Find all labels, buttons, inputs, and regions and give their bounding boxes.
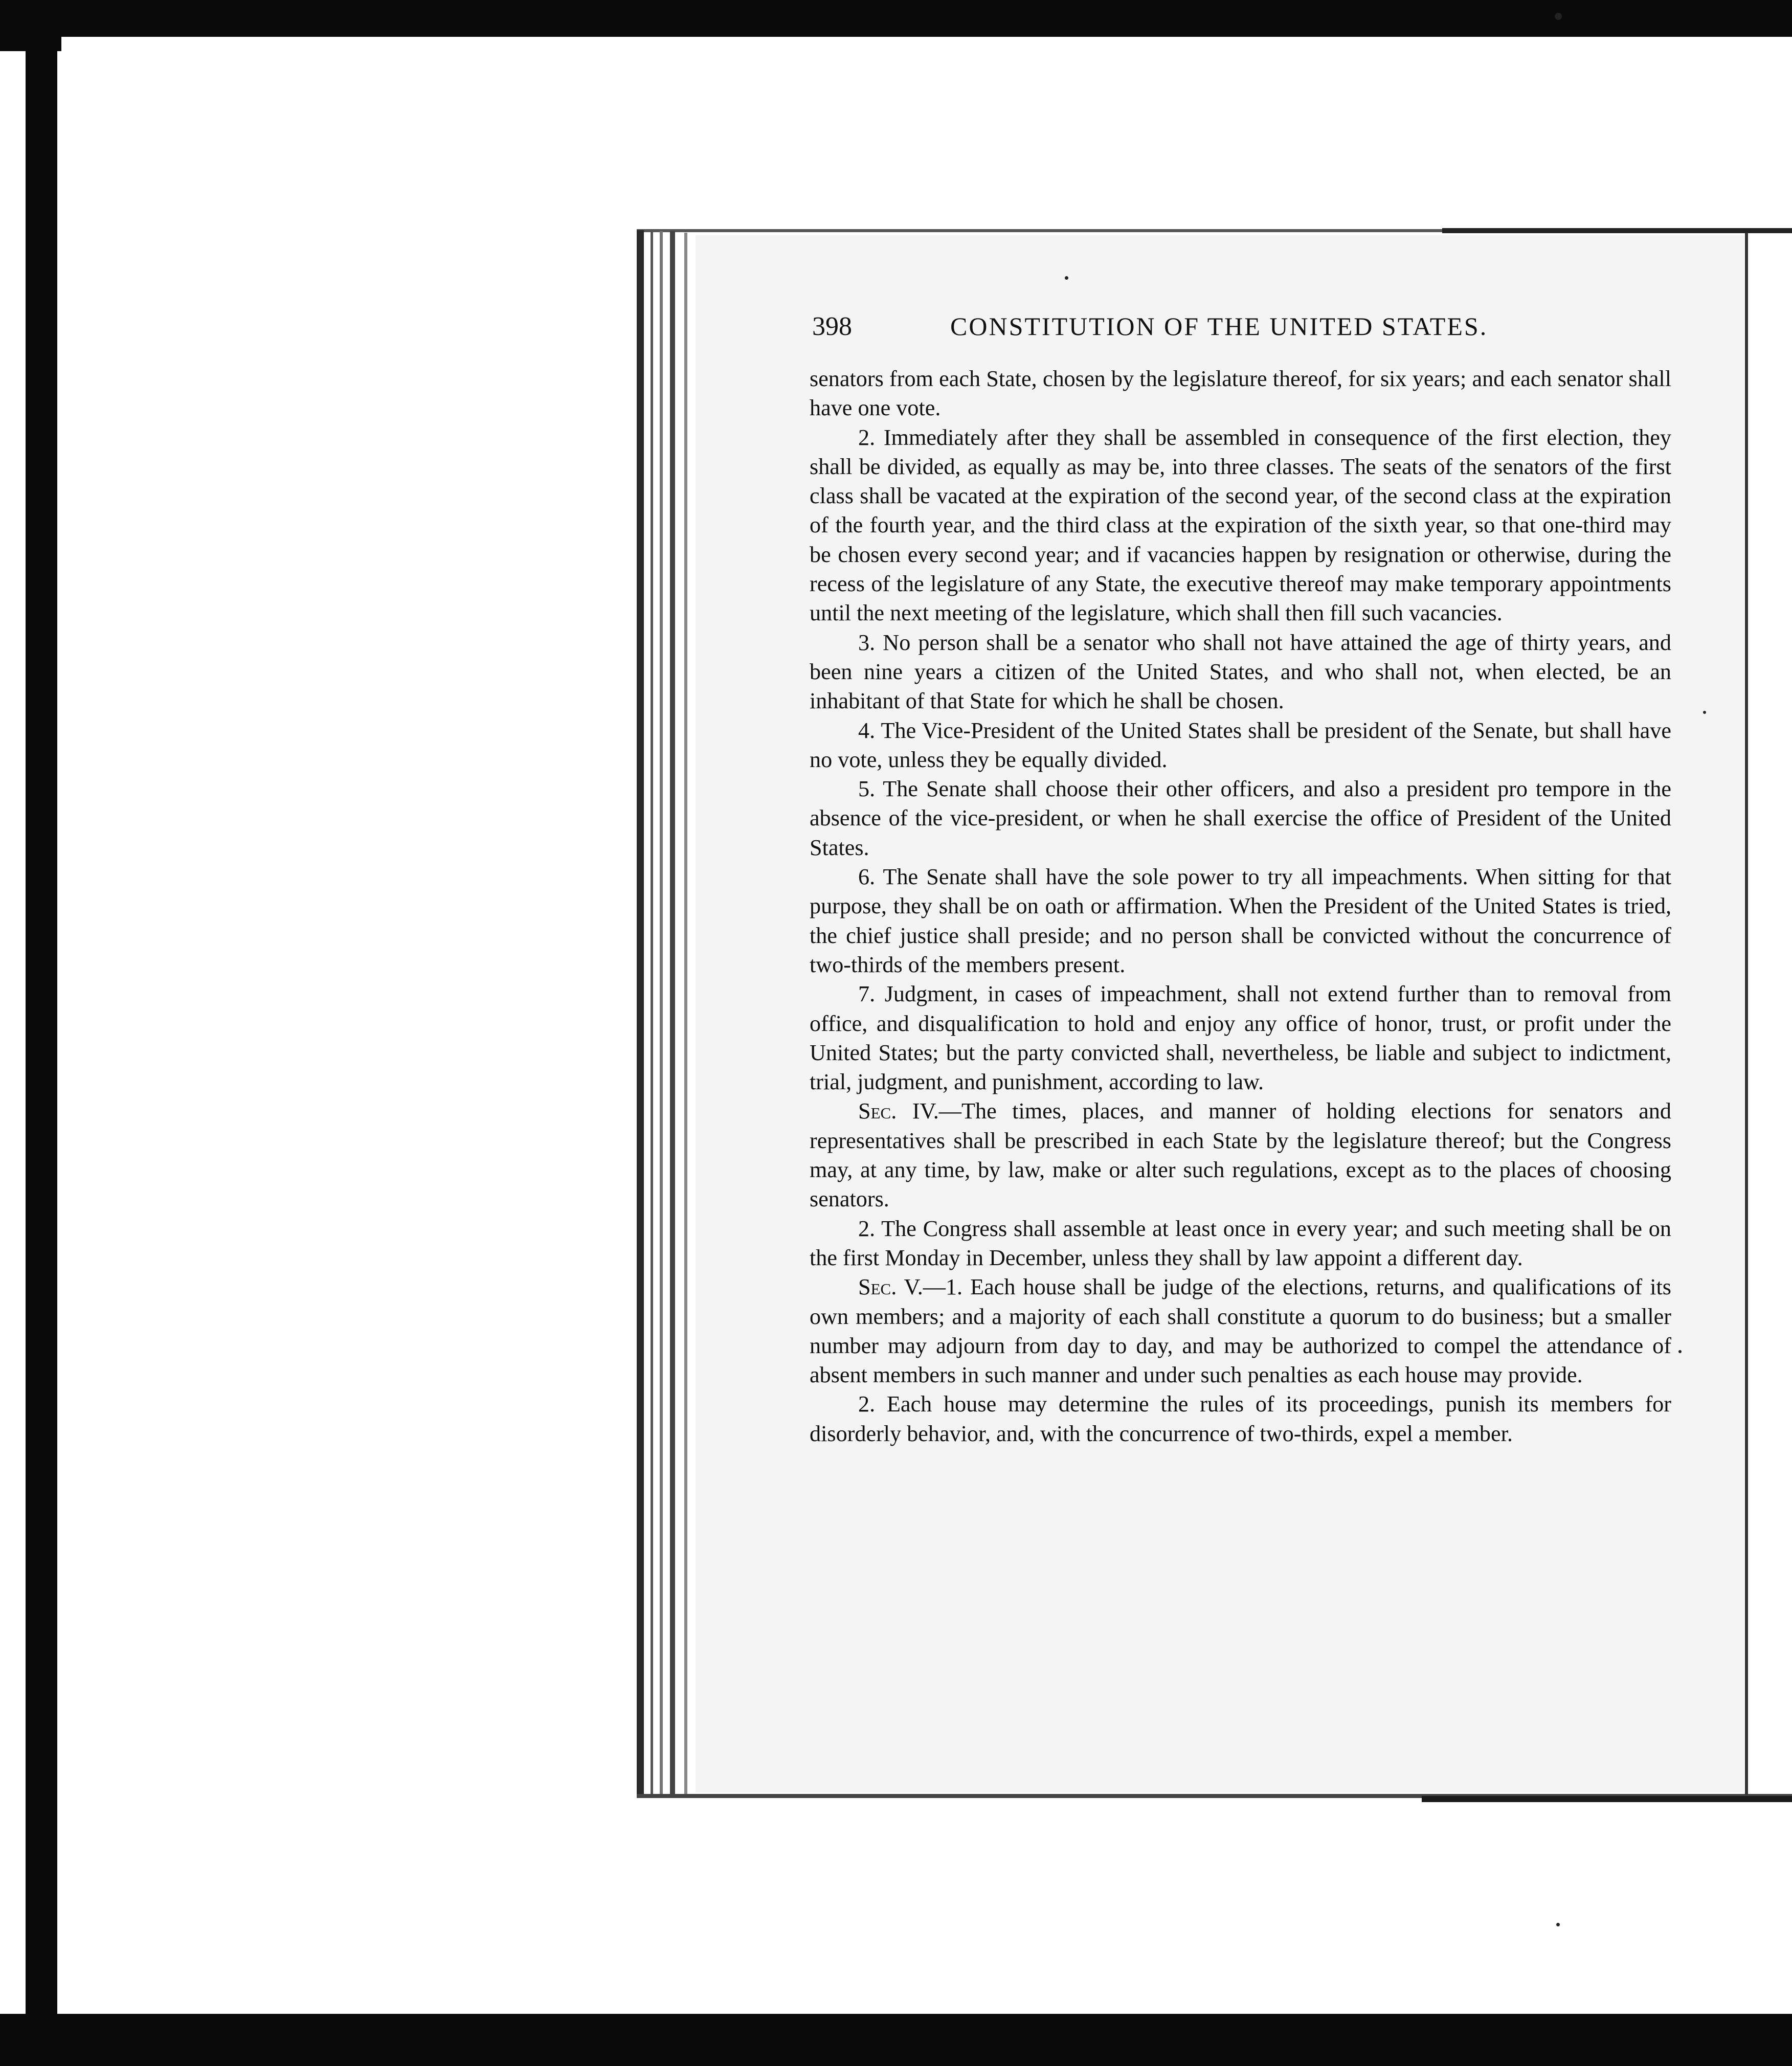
paragraph-text: 5. The Senate shall choose their other officers, and also a president pro tempore in the absence of the vice-president, or when he shall exercise the office of President of the United States. — [810, 776, 1671, 860]
scan-speck — [1556, 1923, 1560, 1926]
scan-frame-bottom — [0, 2014, 1792, 2066]
section-label: Sec. IV. — [858, 1098, 939, 1124]
page-header — [812, 309, 1531, 350]
book-edge-left — [684, 233, 687, 1795]
paragraph — [810, 862, 1671, 979]
paragraph — [810, 1096, 1671, 1214]
paragraph-text: 7. Judgment, in cases of impeachment, shall not extend further than to removal from office, and disqualification to hold and enjoy any office of honor, trust, or profit under the United States; but the party convicted shall, nevertheless, be liable and subject to indictment, trial, judgment, and punishment, according to law. — [810, 981, 1671, 1095]
paragraph-text: 3. No person shall be a senator who shall not have attained the age of thirty years, and been nine years a citizen of the United States, and who shall not, when elected, be an inhabitant of that State for which he shall be chosen. — [810, 630, 1671, 714]
scan-speck — [1703, 711, 1706, 714]
page-number: 398 — [812, 312, 852, 341]
body-text — [810, 364, 1671, 1448]
paragraph — [810, 774, 1671, 862]
scan-speck — [1065, 276, 1068, 280]
paragraph-text: —1. Each house shall be judge of the elections, returns, and qualifications of its own members; and a majority of each shall constitute a quorum to do business; but a smaller number may adjourn from day to day, and may be authorized to compel the attendance of absent members in such manner and under such penalties as each house may provide. — [810, 1274, 1671, 1388]
book-edge-bottom-shadow — [1422, 1796, 1792, 1802]
paragraph-text: —The times, places, and manner of holding elections for senators and representatives shall be prescribed in each State by the legislature thereof; but the Congress may, at any time, by law, make or alter such regulations, except as to the places of choosing senators. — [810, 1098, 1671, 1212]
paragraph-text: 6. The Senate shall have the sole power to try all impeachments. When sitting for that purpose, they shall be on oath or affirmation. When the President of the United States is tried, the chief justice shall preside; and no person shall be convicted without the concurrence of two-thirds of the members present. — [810, 864, 1671, 977]
book-edge-left — [637, 230, 644, 1798]
paragraph-text: senators from each State, chosen by the legislature thereof, for six years; and each senator shall have one vote. — [810, 366, 1671, 421]
book-edge-top-shadow — [1442, 228, 1792, 233]
paragraph — [810, 423, 1671, 628]
paragraph-text: 2. Each house may determine the rules of its proceedings, punish its members for disorderly behavior, and, with the concurrence of two-thirds, expel a member. — [810, 1391, 1671, 1446]
book-edge-right — [1745, 233, 1748, 1795]
paragraph — [810, 1272, 1671, 1389]
paragraph — [810, 979, 1671, 1096]
paragraph-text: 4. The Vice-President of the United States shall be president of the Senate, but shall have no vote, unless they be equally divided. — [810, 717, 1671, 772]
running-head: CONSTITUTION OF THE UNITED STATES. — [950, 312, 1488, 341]
paragraph — [810, 364, 1671, 423]
scan-speck — [1555, 13, 1562, 20]
paragraph — [810, 1214, 1671, 1273]
paragraph — [810, 716, 1671, 775]
section-label: Sec. V. — [858, 1274, 923, 1300]
scan-frame-left — [26, 31, 57, 2015]
scan-frame-top — [0, 0, 1792, 37]
paragraph — [810, 628, 1671, 716]
paragraph-text: 2. The Congress shall assemble at least once in every year; and such meeting shall be on the first Monday in December, unless they shall by law appoint a different day. — [810, 1216, 1671, 1270]
paragraph — [810, 1389, 1671, 1448]
paragraph-text: 2. Immediately after they shall be assembled in consequence of the first election, they shall be divided, as equally as may be, into three classes. The seats of the senators of the first class shall be vacated at the expiration of the second year, of the second class at the expiration of the fourth year, and the third class at the expiration of the sixth year, so that one-third may be chosen every second year; and if vacancies happen by resignation or otherwise, during the recess of the legislature of any State, the executive thereof may make temporary appointments until the next meeting of the legislature, which shall then fill such vacancies. — [810, 424, 1671, 626]
book-edge-left — [660, 231, 663, 1796]
scan-speck — [1678, 1350, 1682, 1353]
book-edge-left — [651, 231, 653, 1796]
book-edge-left — [670, 231, 675, 1796]
